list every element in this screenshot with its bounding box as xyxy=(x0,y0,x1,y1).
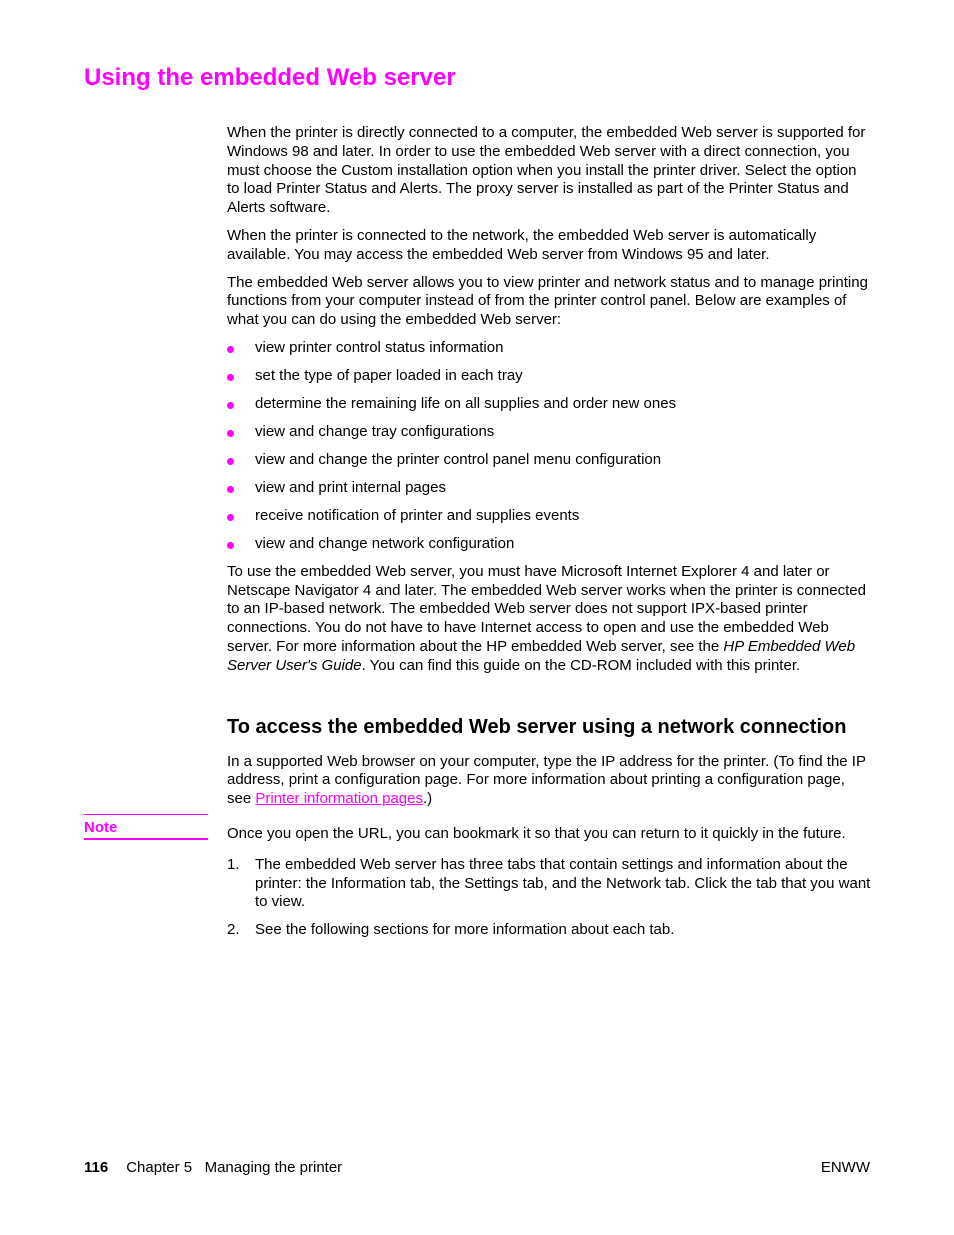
list-item-text: view and change tray configurations xyxy=(255,422,495,440)
bullet-icon xyxy=(227,346,234,353)
step-number: 2. xyxy=(227,921,240,939)
bullet-icon xyxy=(227,430,234,437)
steps-list xyxy=(227,856,872,940)
chapter-label: Chapter 5 Managing the printer xyxy=(126,1159,343,1176)
main-content xyxy=(84,124,872,949)
printer-information-pages-link[interactable]: Printer information pages xyxy=(255,790,423,808)
list-item xyxy=(227,367,872,386)
list-item xyxy=(227,423,872,442)
page-footer xyxy=(84,1159,870,1177)
bullet-icon xyxy=(227,542,234,549)
list-item-text: set the type of paper loaded in each tray xyxy=(255,366,523,384)
bullet-icon xyxy=(227,458,234,465)
requirements-paragraph xyxy=(227,563,872,676)
footer-locale: ENWW xyxy=(820,1159,870,1176)
intro-paragraph: When the printer is directly connected to a computer, the embedded Web server is supported for Windows 98 and later. In order to use the embedded Web server with a direct connection, you must choose the Custom installation option when you install the printer driver. Select the option to load Printer Status and Alerts. The proxy server is installed as part of the Printer Status and Alerts software. xyxy=(227,124,866,217)
section-text-end: .) xyxy=(422,790,433,808)
bullet-icon xyxy=(227,486,234,493)
step-text: See the following sections for more information about each tab. xyxy=(255,921,675,939)
section-paragraph xyxy=(227,753,872,809)
intro-paragraph: The embedded Web server allows you to view printer and network status and to manage printing functions from your computer instead of from the printer control panel. Below are examples of what you can do using the embedded Web server: xyxy=(227,273,868,329)
list-item-text: view and change network configuration xyxy=(255,534,515,552)
page-title: Using the embedded Web server xyxy=(84,64,456,91)
list-item-text: view printer control status information xyxy=(255,338,504,356)
list-item xyxy=(227,339,872,358)
note-label: Note xyxy=(84,814,208,840)
list-item xyxy=(227,479,872,498)
list-item xyxy=(227,451,872,470)
list-item xyxy=(227,535,872,554)
list-item-text: receive notification of printer and supplies events xyxy=(255,506,580,524)
note xyxy=(84,819,872,844)
page-number: 116 xyxy=(84,1159,109,1176)
requirements-text: To use the embedded Web server, you must have Microsoft Internet Explorer 4 and later or Netscape Navigator 4 and later. The embedded Web server works when the printer is connected to an IP-based network. The embedded Web server does not support IPX-based printer connections. You do not have to have Internet access to open and use the embedded Web server. For more information about the HP embedded Web server, see the xyxy=(227,562,866,656)
bullet-icon xyxy=(227,514,234,521)
guide-title: HP Embedded Web Server User's Guide xyxy=(227,638,856,674)
section-text: In a supported Web browser on your computer, type the IP address for the printer. (To find the IP address, print a configuration page. For more information about printing a configuration page, see xyxy=(227,752,866,808)
bullet-icon xyxy=(227,374,234,381)
section-heading: To access the embedded Web server using a network connection xyxy=(227,715,847,738)
step-item xyxy=(227,921,872,940)
list-item-text: determine the remaining life on all supplies and order new ones xyxy=(255,394,677,412)
bullet-icon xyxy=(227,402,234,409)
step-text: The embedded Web server has three tabs that contain settings and information about the printer: the Information tab, the Settings tab, and the Network tab. Click the tab that you want to view. xyxy=(255,855,871,911)
list-item xyxy=(227,395,872,414)
list-item xyxy=(227,507,872,526)
list-item-text: view and change the printer control panel menu configuration xyxy=(255,450,662,468)
step-number: 1. xyxy=(227,855,240,873)
note-text: Once you open the URL, you can bookmark it so that you can return to it quickly in the future. xyxy=(227,825,846,843)
step-item xyxy=(227,856,872,912)
list-item-text: view and print internal pages xyxy=(255,478,446,496)
feature-list xyxy=(227,339,872,554)
requirements-text-end: . You can find this guide on the CD-ROM included with this printer. xyxy=(361,656,801,674)
intro-paragraph: When the printer is connected to the network, the embedded Web server is automatically available. You may access the embedded Web server from Windows 95 and later. xyxy=(227,226,817,263)
